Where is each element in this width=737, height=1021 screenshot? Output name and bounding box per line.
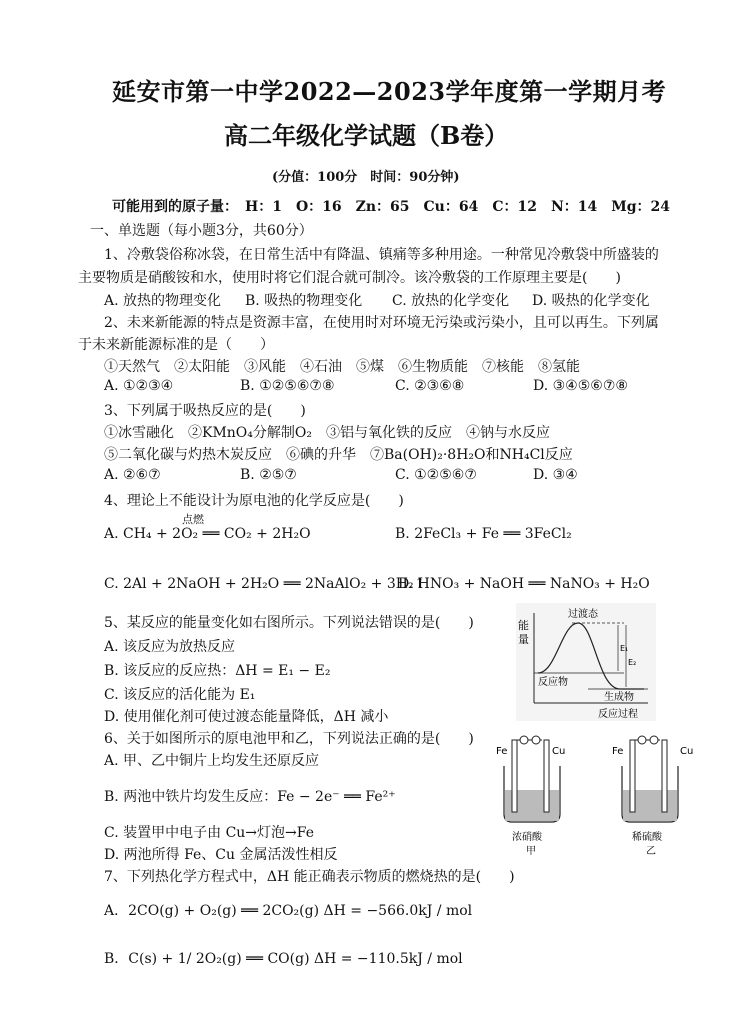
q3-option-b: B. ②⑤⑦ bbox=[240, 467, 297, 483]
fe-label-yi: Fe bbox=[612, 746, 624, 757]
q3-option-c: C. ①②⑤⑥⑦ bbox=[395, 467, 477, 483]
cu-electrode-yi bbox=[662, 740, 667, 812]
e2-label: E₂ bbox=[628, 658, 637, 667]
q3-items-line2: ⑤二氧化碳与灼热木炭反应 ⑥碘的升华 ⑦Ba(OH)₂·8H₂O和NH₄Cl反应 bbox=[104, 447, 573, 463]
q4-option-a: A. CH₄ + 2O₂ ══ CO₂ + 2H₂O bbox=[104, 526, 311, 542]
title-line2: 高二年级化学试题（B卷） bbox=[224, 121, 509, 150]
q1-stem-line2: 主要物质是硝酸铵和水，使用时将它们混合就可制冷。该冷敷袋的工作原理主要是( ) bbox=[78, 270, 621, 286]
fe-electrode-jia bbox=[512, 740, 517, 812]
q4-ignite-condition: 点燃 bbox=[182, 513, 204, 526]
q2-option-a: A. ①②③④ bbox=[104, 378, 174, 394]
reactant-label: 反应物 bbox=[538, 677, 568, 688]
score-time: (分值：100分 时间：90分钟) bbox=[272, 170, 460, 185]
ammeter-icon bbox=[532, 736, 540, 744]
process-label: 反应过程 bbox=[598, 709, 638, 720]
q6-stem: 6、关于如图所示的原电池甲和乙，下列说法正确的是( ) bbox=[104, 731, 474, 747]
q6-option-c: C. 装置甲中电子由 Cu→灯泡→Fe bbox=[104, 825, 314, 841]
cu-electrode-jia bbox=[544, 740, 549, 812]
energy-profile-figure bbox=[516, 603, 656, 721]
q5-option-b: B. 该反应的反应热：ΔH = E₁ − E₂ bbox=[104, 663, 331, 679]
q5-option-d: D. 使用催化剂可使过渡态能量降低，ΔH 减小 bbox=[104, 709, 389, 725]
q6-option-a: A. 甲、乙中铜片上均发生还原反应 bbox=[104, 753, 320, 769]
q2-option-c: C. ②③⑥⑧ bbox=[395, 378, 465, 394]
ammeter-icon bbox=[650, 736, 658, 744]
q3-option-a: A. ②⑥⑦ bbox=[104, 467, 161, 483]
q3-stem: 3、下列属于吸热反应的是( ) bbox=[104, 403, 306, 419]
q1-option-a: A. 放热的物理变化 bbox=[104, 293, 222, 309]
q2-items: ①天然气 ②太阳能 ③风能 ④石油 ⑤煤 ⑥生物质能 ⑦核能 ⑧氢能 bbox=[104, 359, 580, 375]
q3-option-d: D. ③④ bbox=[533, 467, 578, 483]
transition-state-label: 过渡态 bbox=[568, 609, 598, 620]
q3-items-line1: ①冰雪融化 ②KMnO₄分解制O₂ ③铝与氧化铁的反应 ④钠与水反应 bbox=[104, 425, 550, 441]
q4-option-d: D. HNO₃ + NaOH ══ NaNO₃ + H₂O bbox=[398, 576, 650, 592]
e1-label: E₁ bbox=[620, 644, 629, 653]
title-line1: 延安市第一中学2022—2023学年度第一学期月考 bbox=[112, 77, 667, 106]
cell-yi bbox=[612, 736, 693, 857]
cell-name-yi: 乙 bbox=[646, 846, 656, 857]
q2-option-b: B. ①②⑤⑥⑦⑧ bbox=[240, 378, 335, 394]
acid-label-jia: 浓硝酸 bbox=[512, 832, 542, 843]
cu-label-yi: Cu bbox=[680, 746, 694, 757]
fe-label-jia: Fe bbox=[496, 746, 508, 757]
q2-stem-line1: 2、未来新能源的特点是资源丰富，在使用时对环境无污染或污染小，且可以再生。下列属 bbox=[104, 315, 659, 331]
q4-stem: 4、理论上不能设计为原电池的化学反应是( ) bbox=[104, 493, 404, 509]
fe-electrode-yi bbox=[630, 740, 635, 812]
q1-option-b: B. 吸热的物理变化 bbox=[245, 293, 363, 309]
q7-option-a: A．2CO(g) + O₂(g) ══ 2CO₂(g) ΔH = −566.0kJ / mol bbox=[104, 903, 473, 919]
q5-option-c: C. 该反应的活化能为 E₁ bbox=[104, 687, 256, 703]
q6-option-d: D. 两池所得 Fe、Cu 金属活泼性相反 bbox=[104, 847, 338, 863]
bulb-icon bbox=[638, 736, 646, 744]
q5-stem: 5、某反应的能量变化如右图所示。下列说法错误的是( ) bbox=[104, 615, 474, 631]
section-heading: 一、单选题（每小题3分，共60分） bbox=[90, 223, 313, 239]
q5-option-a: A. 该反应为放热反应 bbox=[104, 639, 236, 655]
energy-label-2: 量 bbox=[518, 633, 529, 646]
q1-option-c: C. 放热的化学变化 bbox=[392, 293, 510, 309]
atomic-masses: 可能用到的原子量： H：1 O：16 Zn：65 Cu：64 C：12 N：14 Mg：24 bbox=[112, 199, 671, 215]
q2-stem-line2: 于未来新能源标准的是（ ） bbox=[78, 337, 274, 353]
q2-option-d: D. ③④⑤⑥⑦⑧ bbox=[533, 378, 628, 394]
energy-label-1: 能 bbox=[518, 619, 529, 632]
cell-name-jia: 甲 bbox=[526, 846, 536, 857]
q4-option-c: C. 2Al + 2NaOH + 2H₂O ══ 2NaAlO₂ + 3H₂↑ bbox=[104, 576, 426, 592]
q4-option-b: B. 2FeCl₃ + Fe ══ 3FeCl₂ bbox=[395, 526, 572, 542]
cu-label-jia: Cu bbox=[552, 746, 566, 757]
q1-stem-line1: 1、冷敷袋俗称冰袋，在日常生活中有降温、镇痛等多种用途。一种常见冷敷袋中所盛装的 bbox=[104, 247, 659, 263]
q7-stem: 7、下列热化学方程式中，ΔH 能正确表示物质的燃烧热的是( ) bbox=[104, 869, 515, 885]
q7-option-b: B．C(s) + 1/ 2O₂(g) ══ CO(g) ΔH = −110.5kJ / mol bbox=[104, 951, 463, 967]
bulb-icon bbox=[520, 736, 528, 744]
q6-option-b: B. 两池中铁片均发生反应：Fe − 2e⁻ ══ Fe²⁺ bbox=[104, 789, 396, 805]
product-label: 生成物 bbox=[604, 692, 634, 703]
galvanic-cells-figure bbox=[486, 732, 702, 866]
acid-label-yi: 稀硫酸 bbox=[632, 832, 662, 843]
cell-jia bbox=[496, 736, 565, 857]
q1-option-d: D. 吸热的化学变化 bbox=[532, 293, 650, 309]
